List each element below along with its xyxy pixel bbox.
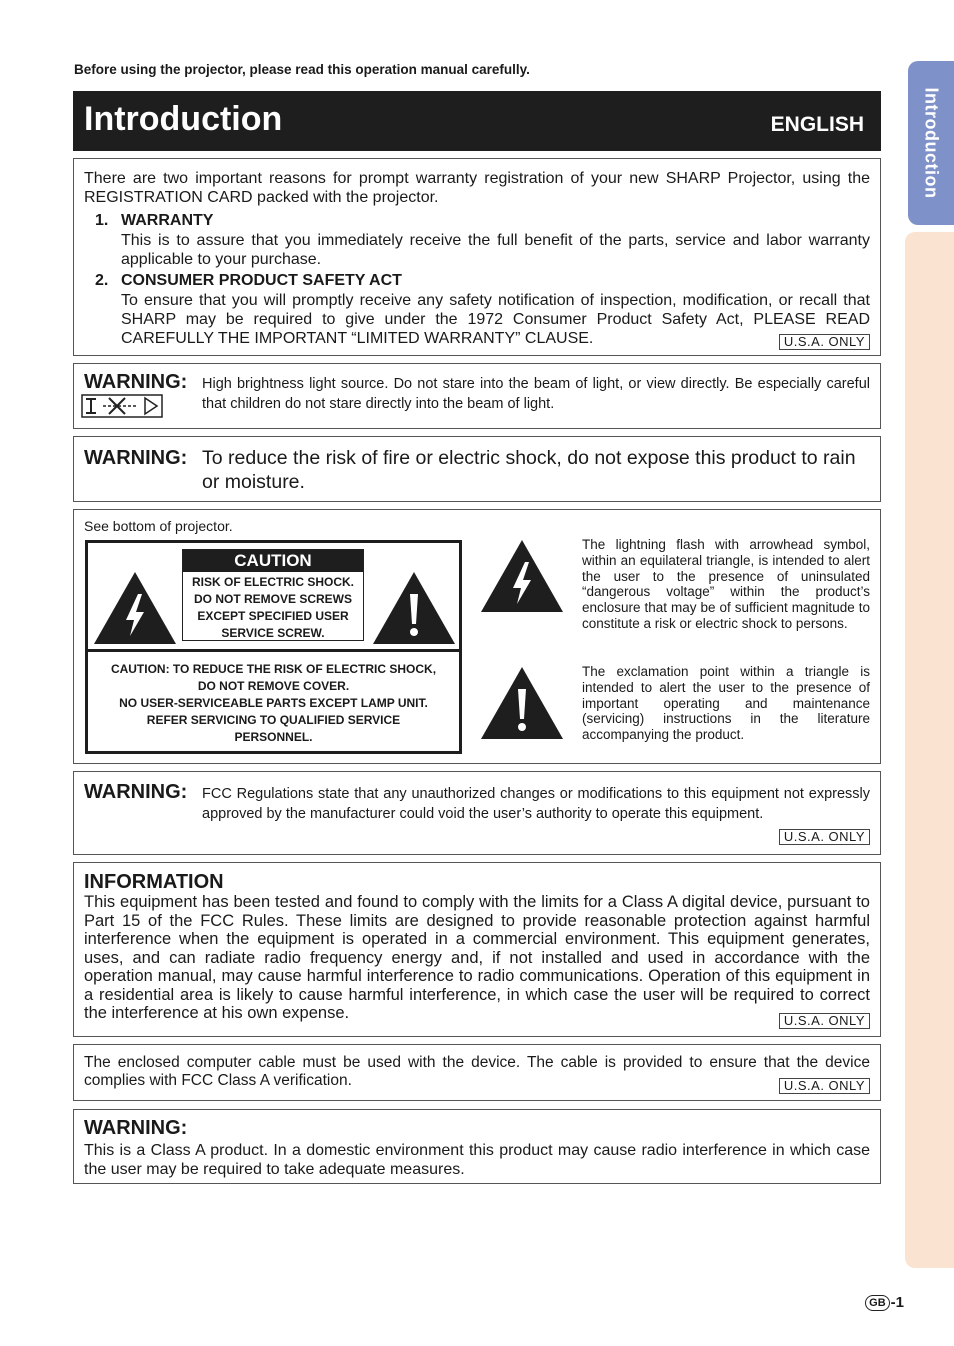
lightning-triangle-icon [92,570,178,646]
exclamation-triangle-icon [371,570,457,646]
item1-number: 1. [95,212,109,229]
item2-number: 2. [95,272,109,289]
warning-rain-text: To reduce the risk of fire or electric shock, do not expose this product to rain or moisture. [202,447,856,493]
caution-inner-box [182,549,364,641]
warning-classa-text: This is a Class A product. In a domestic environment this product may cause radio interference in which case the user may be required to take adequate measures. [84,1142,870,1178]
caution-bottom-line: NO USER-SERVICEABLE PARTS EXCEPT LAMP UNIT. [119,696,428,710]
exclamation-explanation: The exclamation point within a triangle is intended to alert the user to the presence of important operating and maintenance (servicing) instructions in the literature accompanying the product. [582,664,870,743]
caution-title: CAUTION [183,550,363,572]
page-number [865,1294,904,1311]
manual-note: Before using the projector, please read this operation manual carefully. [74,62,530,77]
caution-panel [73,509,881,764]
item1-text: This is to assure that you immediately receive the full benefit of the parts, service and labor warranty applicable to your purchase. [121,232,870,268]
region-badge: GB [865,1295,890,1311]
registration-box [73,158,881,356]
warning-label: WARNING: [84,371,188,393]
warning-fcc-box [73,771,881,855]
warning-fcc-text: FCC Regulations state that any unauthorized changes or modifications to this equipment not expressly approved by the manufacturer could void the user’s authority to operate this equipment. [202,786,870,822]
information-title: INFORMATION [84,871,224,893]
caution-label [85,540,462,754]
caution-line: RISK OF ELECTRIC SHOCK. [191,575,354,589]
caution-bottom-line: PERSONNEL. [234,730,313,744]
side-strip [905,232,954,1268]
usa-only-badge: U.S.A. ONLY [779,334,870,350]
warning-classa-box [73,1109,881,1184]
caution-line: EXCEPT SPECIFIED USER [197,609,349,623]
lightning-explanation: The lightning flash with arrowhead symbol, within an equilateral triangle, is intended to alert the user to the presence of uninsulated “dangerous voltage” within the product’s enclosure that may be of sufficient magnitude to constitute a risk or electric shock to persons. [582,537,870,631]
see-bottom-note: See bottom of projector. [84,518,233,534]
item1-title: WARRANTY [121,212,214,229]
registration-intro: There are two important reasons for prompt warranty registration of your new SHARP Projector, using the REGISTRATION CARD packed with the projector. [84,170,870,206]
title-bar [73,91,881,151]
warning-label: WARNING: [84,1117,188,1139]
warning-label: WARNING: [84,447,188,469]
side-tab-label: Introduction [921,87,942,199]
caution-divider [88,649,459,652]
caution-line: SERVICE SCREW. [221,626,325,640]
lightning-triangle-icon [479,538,565,614]
language-label: ENGLISH [770,113,864,136]
item2-text: To ensure that you will promptly receive any safety notification of inspection, modification, or recall that SHARP may be required to give under the 1972 Consumer Product Safety Act, PLEASE READ CAREFULLY THE IMPORTANT “LIMITED WARRANTY” CLAUSE. [121,292,870,347]
usa-only-badge: U.S.A. ONLY [779,1078,870,1094]
usa-only-badge: U.S.A. ONLY [779,829,870,845]
caution-bottom-text [88,661,459,746]
usa-only-badge: U.S.A. ONLY [779,1013,870,1029]
caution-bottom-line: DO NOT REMOVE COVER. [197,679,350,693]
cable-text: The enclosed computer cable must be used with the device. The cable is provided to ensure that the device complies with FCC Class A verification. [84,1054,870,1089]
side-tab-introduction[interactable] [908,61,954,225]
cable-box [73,1044,881,1101]
page-title: Introduction [84,100,283,138]
information-box [73,862,881,1037]
caution-bottom-line: REFER SERVICING TO QUALIFIED SERVICE [146,713,401,727]
caution-line: DO NOT REMOVE SCREWS [193,592,352,606]
warning-label: WARNING: [84,781,188,803]
warning-rain-box [73,436,881,502]
item2-title: CONSUMER PRODUCT SAFETY ACT [121,272,402,289]
warning-light-text: High brightness light source. Do not stare into the beam of light, or view directly. Be especially careful that children do not stare directly into the beam of light. [202,376,870,412]
exclamation-triangle-icon [479,665,565,741]
information-text: This equipment has been tested and found to comply with the limits for a Class A digital device, pursuant to Part 15 of the FCC Rules. These limits are designed to provide reasonable protection against harmful interference when the equipment is operated in a commercial environment. This equipment generates, uses, and can radiate radio frequency energy and, if not installed and used in accordance with the operation manual, may cause harmful interference to radio communications. Operation of this equipment in a residential area is likely to cause harmful interference, in which case the user will be required to correct the interference at his own expense. [84,893,870,1022]
laser-warning-icon [81,394,163,418]
page-number-text: -1 [890,1294,904,1311]
warning-light-box [73,363,881,429]
caution-bottom-line: CAUTION: TO REDUCE THE RISK OF ELECTRIC SHOCK, [110,662,437,676]
